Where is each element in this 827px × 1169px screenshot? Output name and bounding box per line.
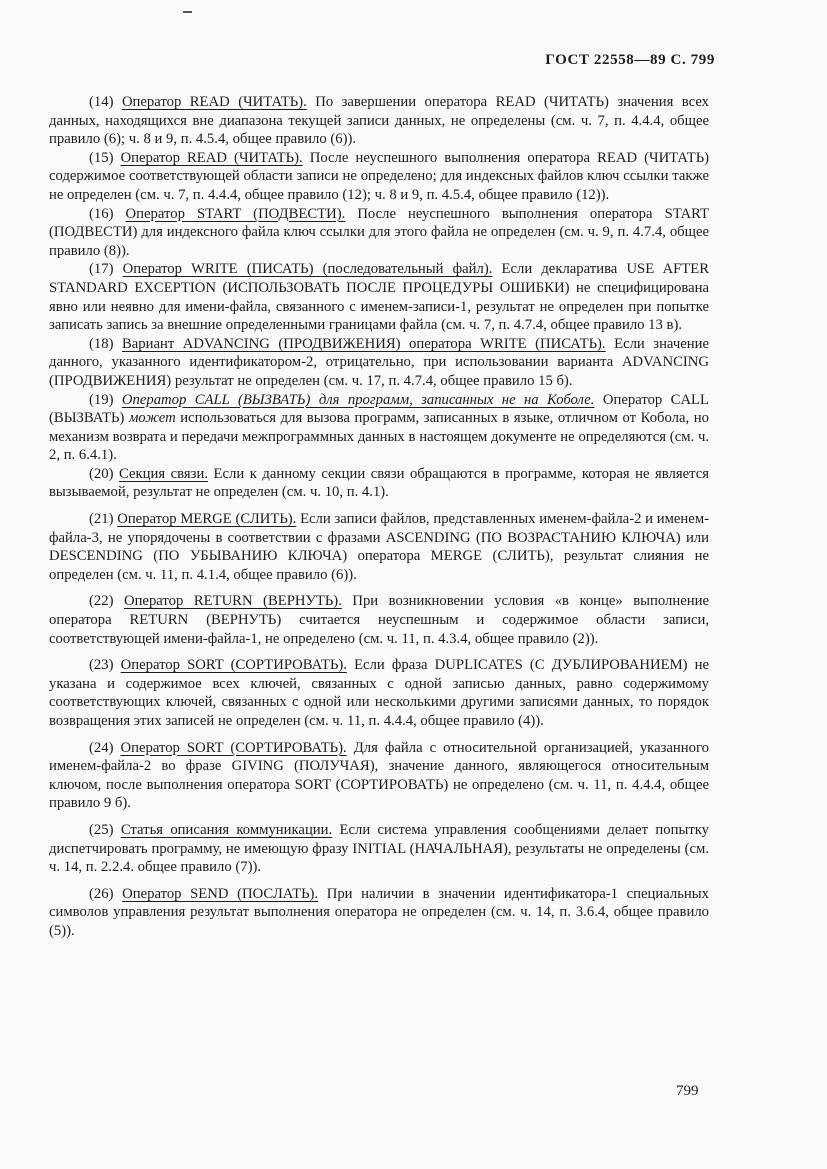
paragraph-18	[49, 335, 709, 391]
paragraph-19	[49, 391, 709, 465]
paragraph-16	[49, 205, 709, 261]
paragraph-heading: Оператор MERGE (СЛИТЬ).	[117, 511, 297, 528]
paragraph-text: Если значение данного, указанного идентификатором-2, отрицательно, при использовании варианта ADVANCING (ПРОДВИЖЕНИЯ) результат не определен (см. ч. 17, п. 4.7.4, общее правило 15 б).	[49, 335, 710, 389]
paragraph-number: (20)	[89, 465, 114, 482]
page-header: ГОСТ 22558—89 С. 799	[545, 52, 715, 68]
paragraph-text: При наличии в значении идентификатора-1 специальных символов управления результат выполнения оператора не определен (см. ч. 14, п. 3.6.4, общее правило (5)).	[49, 885, 709, 939]
paragraph-15	[49, 149, 709, 205]
scan-mark	[183, 11, 192, 13]
paragraph-text: использоваться для вызова программ, записанных в языке, отличном от Кобола, но механизм возврата и передачи межпрограммных данных в настоящем документе не определяются (см. ч. 2, п. 6.4.1).	[49, 410, 709, 464]
paragraph-25	[49, 821, 709, 877]
paragraph-text: Если декларатива USE AFTER STANDARD EXCEPTION (ИСПОЛЬЗОВАТЬ ПОСЛЕ ПРОЦЕДУРЫ ОШИБКИ) не специфицирована явно или неявно для имени-файла, связанного с именем-записи-1, результат не определен при попытке записать запись за внешние определенными границами файла (см. ч. 7, п. 4.7.4, общее правило 13 в).	[49, 261, 710, 334]
paragraph-17	[49, 260, 709, 334]
paragraph-heading: Оператор SORT (СОРТИРОВАТЬ).	[120, 739, 347, 756]
paragraph-number: (19)	[89, 391, 114, 408]
paragraph-text: По завершении оператора READ (ЧИТАТЬ) значения всех данных, находящихся вне диапазона текущей записи данных, не определены (см. ч. 7, п. 4.4.4, общее правило (6); ч. 8 и 9, п. 4.5.4, общее правило (6)).	[49, 94, 709, 148]
document-body	[49, 93, 709, 941]
paragraph-text: Если к данному секции связи обращаются в программе, которая не является вызываемой, результат не определен (см. ч. 10, п. 4.1).	[49, 465, 710, 501]
paragraph-number: (23)	[89, 657, 114, 674]
paragraph-number: (22)	[89, 593, 114, 610]
paragraph-14	[49, 93, 709, 149]
paragraph-heading: Оператор START (ПОДВЕСТИ).	[125, 205, 346, 222]
paragraph-heading: Оператор WRITE (ПИСАТЬ) (последовательный файл).	[122, 261, 493, 278]
paragraph-number: (15)	[89, 149, 114, 166]
paragraph-heading: Оператор READ (ЧИТАТЬ).	[121, 94, 307, 110]
paragraph-number: (16)	[89, 205, 114, 222]
paragraph-number: (14)	[89, 94, 114, 110]
paragraph-26	[49, 885, 709, 941]
paragraph-text: Для файла с относительной организацией, указанного именем-файла-2 во фразе GIVING (ПОЛУЧАЯ), значение данного, являющегося относительным ключом, после выполнения оператора SORT (СОРТИРОВАТЬ) не определено (см. ч. 11, п. 4.4.4, общее правило 9 б).	[49, 739, 709, 812]
paragraph-heading: Оператор RETURN (ВЕРНУТЬ).	[123, 593, 342, 610]
paragraph-heading: Статья описания коммуникации.	[120, 821, 333, 838]
paragraph-heading: Оператор SEND (ПОСЛАТЬ).	[122, 885, 319, 902]
paragraph-heading: Вариант ADVANCING (ПРОДВИЖЕНИЯ) оператора WRITE (ПИСАТЬ).	[121, 335, 606, 352]
paragraph-23	[49, 656, 709, 730]
paragraph-21	[49, 510, 709, 584]
paragraph-24	[49, 739, 709, 813]
paragraph-heading: Оператор READ (ЧИТАТЬ).	[120, 149, 303, 166]
paragraph-text-emphasis: может	[128, 410, 176, 427]
paragraph-text: После неуспешного выполнения оператора START (ПОДВЕСТИ) для индексного файла ключ ссылки для этого файла не определен (см. ч. 9, п. 4.7.4, общее правило (8)).	[49, 205, 710, 259]
paragraph-20	[49, 465, 709, 502]
paragraph-text: При возникновении условия «в конце» выполнение оператора RETURN (ВЕРНУТЬ) считается неуспешным и содержимое области записи, соответствующей имени-файла-1, не определено (см. ч. 11, п. 4.3.4, общее правило (2)).	[49, 593, 710, 647]
paragraph-number: (24)	[89, 739, 114, 756]
paragraph-number: (26)	[89, 885, 114, 902]
paragraph-number: (25)	[89, 821, 114, 838]
paragraph-heading: Секция связи.	[119, 465, 208, 482]
paragraph-number: (21)	[89, 511, 114, 528]
paragraph-22	[49, 592, 709, 648]
page-number: 799	[676, 1083, 699, 1099]
paragraph-number: (17)	[89, 261, 114, 278]
paragraph-text: Если записи файлов, представленных именем-файла-2 и именем-файла-3, не упорядочены в соответствии с фразами ASCENDING (ПО ВОЗРАСТАНИЮ КЛЮЧА) или DESCENDING (ПО УБЫВАНИЮ КЛЮЧА) оператора MERGE (СЛИТЬ), результат слияния не определен (см. ч. 11, п. 4.1.4, общее правило (6)).	[49, 511, 709, 583]
paragraph-text: После неуспешного выполнения оператора READ (ЧИТАТЬ) содержимое соответствующей области записи не определено; для индексных файлов ключ ссылки также не определен (см. ч. 7, п. 4.4.4, общее правило (12); ч. 8 и 9, п. 4.5.4, общее правило (12)).	[49, 149, 710, 203]
paragraph-number: (18)	[89, 335, 114, 352]
paragraph-text: Если система управления сообщениями делает попытку диспетчировать программу, не имеющую фразу INITIAL (НАЧАЛЬНАЯ), результаты не определены (см. ч. 14, п. 2.2.4. общее правило (7)).	[49, 821, 710, 876]
paragraph-heading: Оператор SORT (СОРТИРОВАТЬ).	[120, 657, 347, 674]
paragraph-heading: Оператор CALL (ВЫЗВАТЬ) для программ, записанных не на Коболе.	[121, 391, 595, 408]
paragraph-text: Если фраза DUPLICATES (С ДУБЛИРОВАНИЕМ) не указана и содержимое всех ключей, связанных с одной записью данных, равно содержимому соответствующих ключей, связанных с одной или несколькими другими записями данных, то порядок возвращения этих записей не определен (см. ч. 11, п. 4.4.4, общее правило (4)).	[49, 657, 710, 729]
paragraph-text: Оператор CALL (ВЫЗВАТЬ)	[49, 391, 709, 427]
